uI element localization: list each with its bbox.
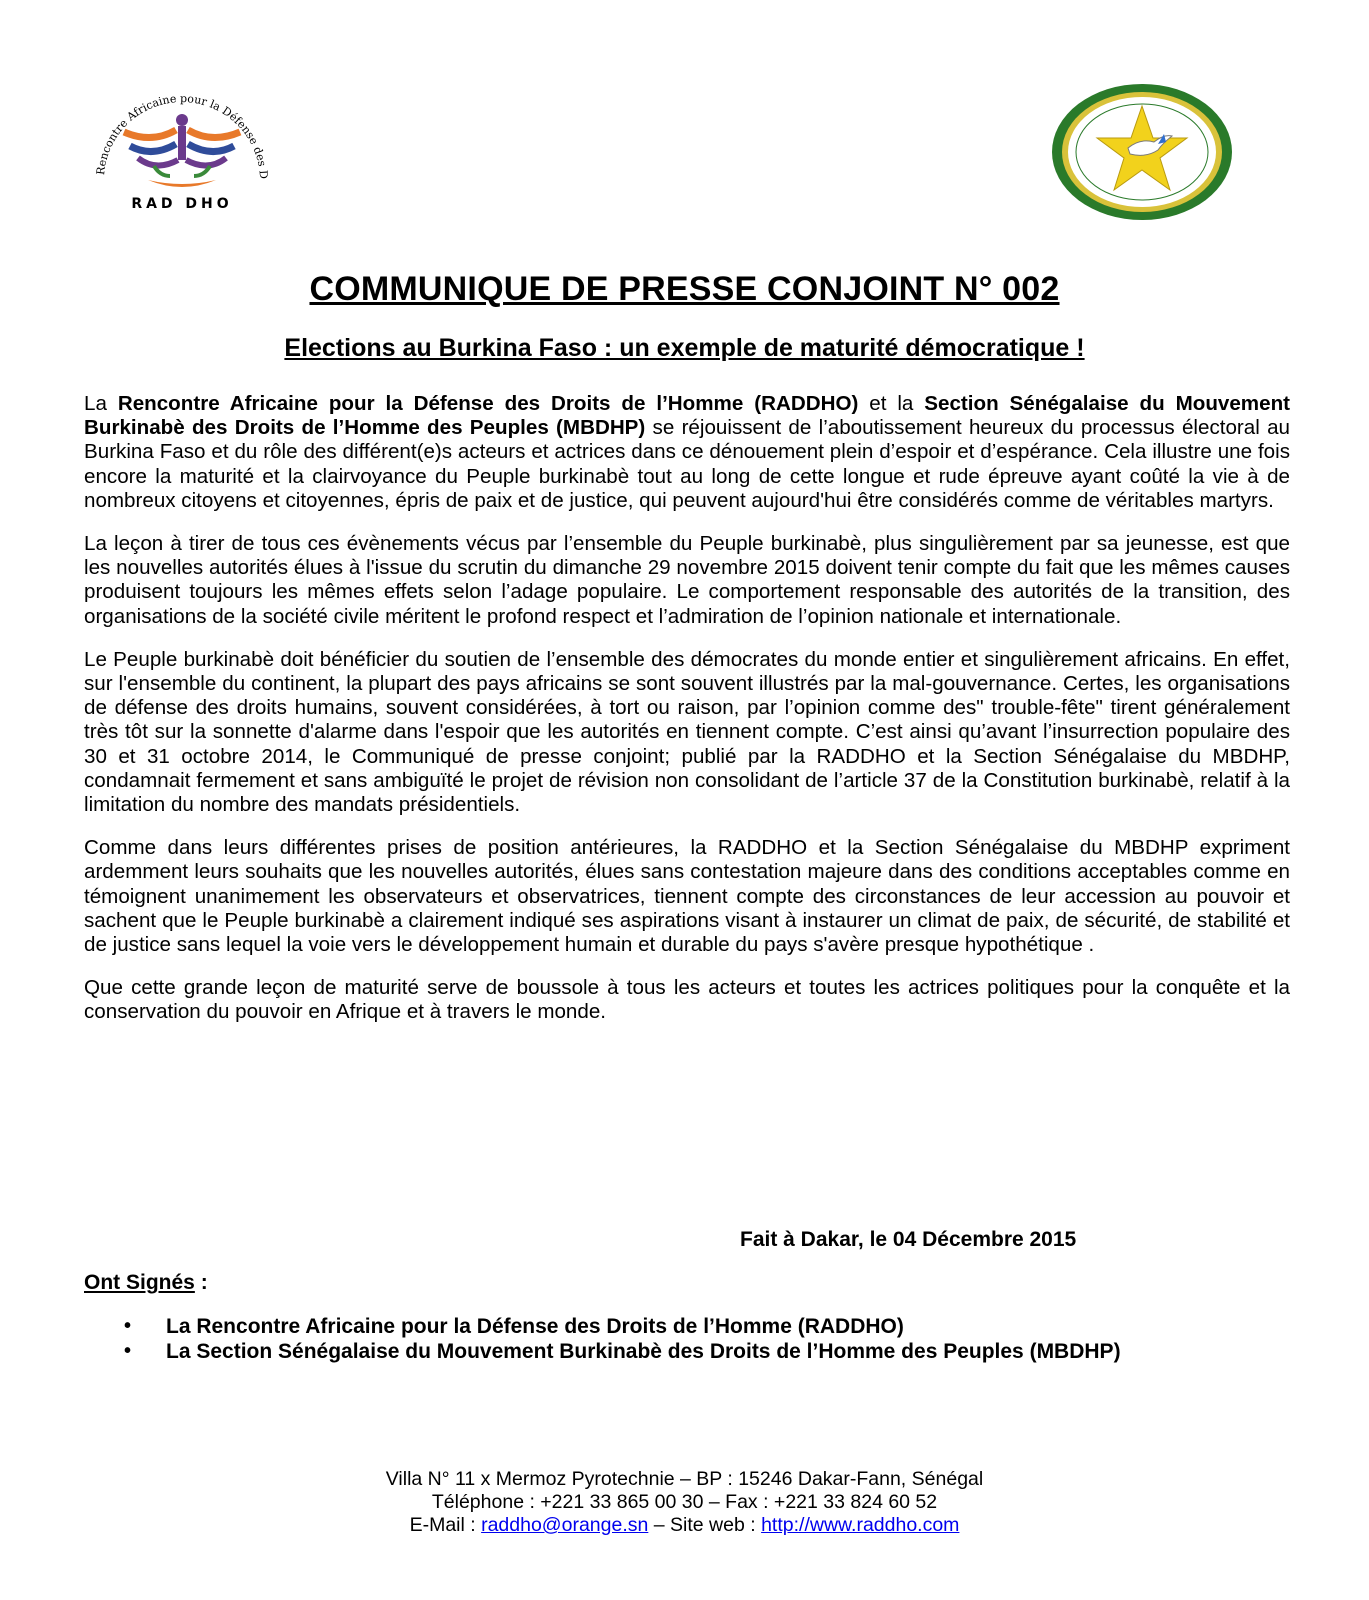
- signer-item: [124, 1339, 1290, 1364]
- paragraph-1: [84, 392, 1290, 513]
- mbdhp-name: Section Sénégalaise du Mouvement Burkinabè des Droits de l’Homme des Peuples (MBDHP): [84, 392, 1291, 440]
- footer-contact: [0, 1468, 1369, 1537]
- paragraph-5: Que cette grande leçon de maturité serve de boussole à tous les acteurs et toutes les actrices politiques pour la conquête et la conservation du pouvoir en Afrique et à travers le monde.: [84, 976, 1290, 1024]
- footer-email-label: E-Mail :: [409, 1514, 482, 1536]
- signers-heading-colon: :: [194, 1271, 208, 1294]
- paragraph-1-text-a: La: [84, 392, 118, 415]
- footer-phone: Téléphone : +221 33 865 00 30 – Fax : +221 33 824 60 52: [431, 1491, 938, 1513]
- mbdhp-logo: [1050, 82, 1235, 222]
- paragraph-1-text-c: se réjouissent de l’aboutissement heureux du processus électoral au Burkina Faso et du rôle des différent(e)s acteurs et actrices dans ce dénouement plein d’espoir et d’espérance. Cela illustre une fois encore la maturité et la clairvoyance du Peuple burkinabè tout au long de cette longue et rude épreuve ayant coûté la vie à de nombreux citoyens et citoyennes, épris de paix et de justice, qui peuvent aujourd'hui être considérés comme de véritables martyrs.: [84, 416, 1290, 512]
- footer-email-web: [0, 1514, 1369, 1537]
- raddho-emblem-icon: [124, 114, 240, 187]
- date-line: Fait à Dakar, le 04 Décembre 2015: [740, 1228, 1077, 1251]
- footer-address: Villa N° 11 x Mermoz Pyrotechnie – BP : 15246 Dakar-Fann, Sénégal: [385, 1468, 984, 1490]
- bullet-icon: •: [124, 1340, 132, 1362]
- raddho-logo: [82, 62, 282, 222]
- signers-list: [124, 1314, 1290, 1364]
- paragraph-1-text-b: et la: [858, 392, 925, 415]
- raddho-logo-label: RAD DHO: [131, 196, 233, 212]
- paragraph-4: Comme dans leurs différentes prises de position antérieures, la RADDHO et la Section Sénégalaise du MBDHP expriment ardemment leurs souhaits que les nouvelles autorités, élues sans contestation majeure dans des conditions acceptables comme en témoignent unanimement les observateurs et observatrices, tiennent compte des circonstances de leur accession au pouvoir et sachent que le Peuple burkinabè a clairement indiqué ses aspirations visant à instaurer un climat de paix, de sécurité, de stabilité et de justice sans lequel la voie vers le développement humain et durable du pays s'avère presque hypothétique .: [84, 836, 1290, 957]
- signer-item-label: La Rencontre Africaine pour la Défense des Droits de l’Homme (RADDHO): [166, 1315, 904, 1338]
- communique-body: [84, 392, 1290, 1044]
- raddho-logo-arc-text: Rencontre Africaine pour la Défense des D: [94, 91, 271, 180]
- signers-heading: [84, 1271, 208, 1295]
- raddho-name: Rencontre Africaine pour la Défense des Droits de l’Homme (RADDHO): [117, 392, 859, 415]
- paragraph-2: La leçon à tirer de tous ces évènements vécus par l’ensemble du Peuple burkinabè, plus singulièrement par sa jeunesse, est que les nouvelles autorités élues à l'issue du scrutin du dimanche 29 novembre 2015 doivent tenir compte du fait que les mêmes causes produisent toujours les mêmes effets selon l’adage populaire. Le comportement responsable des autorités de la transition, des organisations de la société civile méritent le profond respect et l’admiration de l’opinion nationale et internationale.: [84, 532, 1290, 628]
- email-link[interactable]: raddho@orange.sn: [481, 1514, 649, 1536]
- signer-item: [124, 1314, 1290, 1339]
- website-link[interactable]: http://www.raddho.com: [761, 1514, 960, 1536]
- mbdhp-logo-graphic: [1050, 82, 1235, 222]
- signer-item-label: La Section Sénégalaise du Mouvement Burkinabè des Droits de l’Homme des Peuples (MBDHP): [166, 1340, 1121, 1363]
- signers-heading-label: Ont Signés: [84, 1271, 195, 1294]
- paragraph-3: Le Peuple burkinabè doit bénéficier du soutien de l’ensemble des démocrates du monde entier et singulièrement africains. En effet, sur l'ensemble du continent, la plupart des pays africains se sont souvent illustrés par la mal-gouvernance. Certes, les organisations de défense des droits humains, souvent considérées, à tort ou raison, par l’opinion comme des" trouble-fête" tirent généralement très tôt sur la sonnette d'alarme dans l'espoir que les autorités en tiennent compte. C’est ainsi qu’avant l’insurrection populaire des 30 et 31 octobre 2014, le Communiqué de presse conjoint; publié par la RADDHO et la Section Sénégalaise du MBDHP, condamnait fermement et sans ambiguïté le projet de révision non consolidant de l’article 37 de la Constitution burkinabè, relatif à la limitation du nombre des mandats présidentiels.: [84, 647, 1290, 817]
- page-title: COMMUNIQUE DE PRESSE CONJOINT N° 002: [309, 270, 1060, 308]
- footer-web-label: – Site web :: [648, 1514, 762, 1536]
- page-subtitle: Elections au Burkina Faso : un exemple de maturité démocratique !: [284, 334, 1085, 362]
- bullet-icon: •: [124, 1315, 132, 1337]
- raddho-logo-graphic: [82, 62, 282, 222]
